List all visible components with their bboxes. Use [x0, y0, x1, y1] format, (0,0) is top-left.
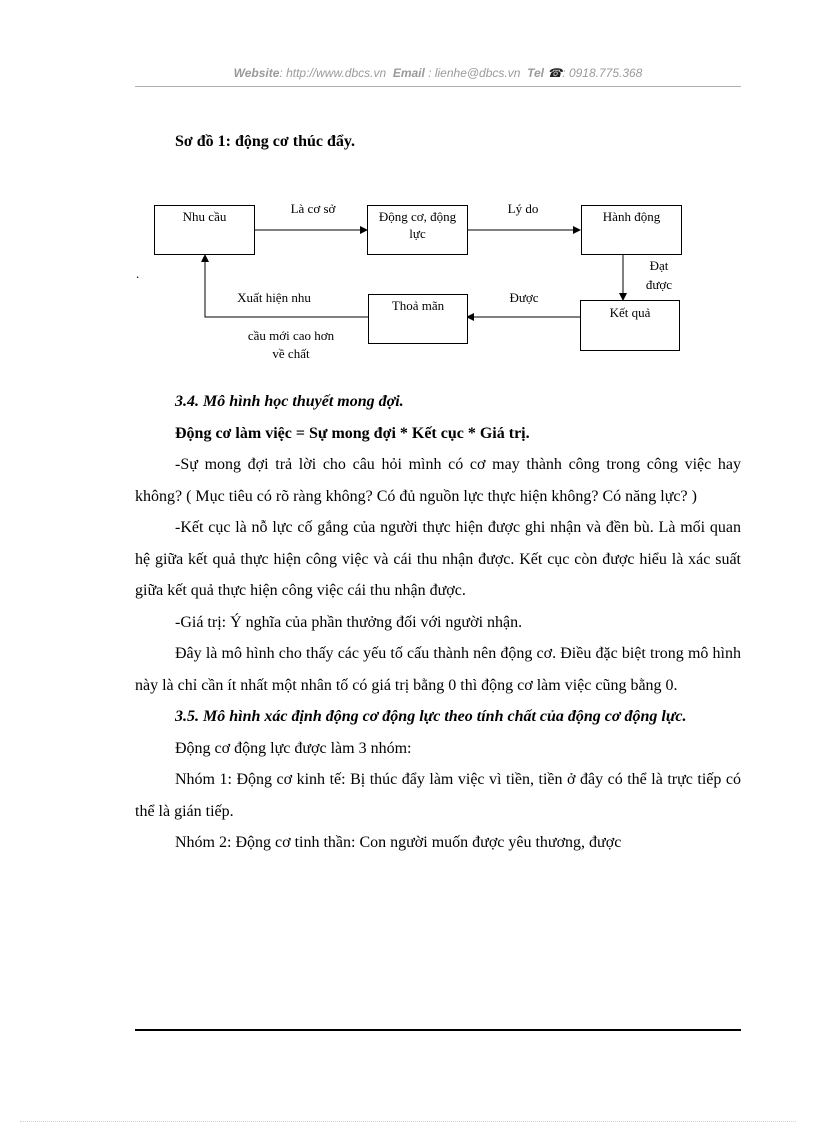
paragraph-ket-cuc: -Kết cục là nỗ lực cố gắng của người thực hiện được ghi nhận và đền bù. Là mối quan hệ giữa kết quả thực hiện công việc và cái thu nhận được. Kết cục còn được hiểu là xác suất giữa kết quả thực hiện công việc cái thu nhận được. — [135, 519, 741, 599]
paragraph-mo-hinh: Đây là mô hình cho thấy các yếu tố cấu thành nên động cơ. Điều đặc biệt trong mô hình này là chỉ cần ít nhất một nhân tố có giá trị bằng 0 thì động cơ làm việc cũng bằng 0. — [135, 645, 741, 694]
node-dong-co-line1: Động cơ, động — [378, 209, 457, 224]
tel-label: Tel — [527, 66, 544, 80]
node-hanh-dong-label: Hành động — [602, 209, 661, 224]
edge-label-xuat-hien-1: Xuất hiện nhu — [237, 290, 311, 305]
edge-label-dat-2: được — [645, 277, 673, 292]
node-dong-co-line2: lực — [409, 226, 426, 241]
paragraph-3-nhom: Động cơ động lực được làm 3 nhóm: — [175, 739, 412, 757]
node-hanh-dong — [581, 205, 682, 255]
heading-3-5: 3.5. Mô hình xác định động cơ động lực theo tính chất của động cơ động lực. — [175, 708, 687, 725]
node-nhu-cau-label: Nhu cầu — [182, 209, 227, 224]
email-value: : lienhe@dbcs.vn — [428, 66, 521, 80]
node-ket-qua — [580, 300, 680, 351]
footer-divider — [135, 1029, 741, 1031]
paragraph-mong-doi: -Sự mong đợi trả lời cho câu hỏi mình có cơ may thành công trong công việc hay không? ( Mục tiêu có rõ ràng không? Có đủ nguồn lực thực hiện không? Có năng lực? ) — [135, 456, 741, 505]
heading-3-4: 3.4. Mô hình học thuyết mong đợi. — [175, 393, 404, 410]
website-value: : http://www.dbcs.vn — [279, 66, 387, 80]
edge-label-xuat-hien-2: cầu mới cao hơn — [247, 328, 335, 343]
website-label: Website — [233, 66, 280, 80]
edge-label-dat-1: Đạt — [649, 258, 669, 273]
paragraph-nhom-1: Nhóm 1: Động cơ kinh tế: Bị thúc đẩy làm việc vì tiền, tiền ở đây có thể là trực tiếp có thể là gián tiếp. — [135, 771, 741, 820]
node-thoa-man-label: Thoả mãn — [391, 298, 445, 313]
edge-label-duoc: Được — [509, 290, 539, 305]
arrow-thoaman-nhucau — [205, 255, 368, 317]
paragraph-gia-tri: -Giá trị: Ý nghĩa của phần thưởng đối với người nhận. — [175, 613, 523, 631]
edge-label-ly-do: Lý do — [507, 201, 539, 216]
edge-label-xuat-hien-3: về chất — [272, 346, 310, 361]
body-text — [135, 386, 741, 859]
stray-mark: . — [136, 266, 140, 281]
tel-value: : 0918.775.368 — [562, 66, 643, 80]
email-label: Email — [392, 66, 425, 80]
edge-label-la-co-so: Là cơ sở — [290, 201, 336, 216]
formula: Động cơ làm việc = Sự mong đợi * Kết cục * Giá trị. — [175, 424, 530, 442]
diagram-title: Sơ đồ 1: động cơ thúc đẩy. — [175, 133, 355, 150]
node-thoa-man — [368, 294, 468, 344]
phone-icon: ☎ — [547, 66, 563, 80]
page-bottom-border — [20, 1121, 796, 1122]
paragraph-nhom-2: Nhóm 2: Động cơ tinh thần: Con người muốn được yêu thương, được — [175, 834, 622, 851]
node-dong-co — [367, 205, 468, 255]
node-ket-qua-label: Kết quả — [609, 305, 651, 320]
node-nhu-cau — [154, 205, 255, 255]
